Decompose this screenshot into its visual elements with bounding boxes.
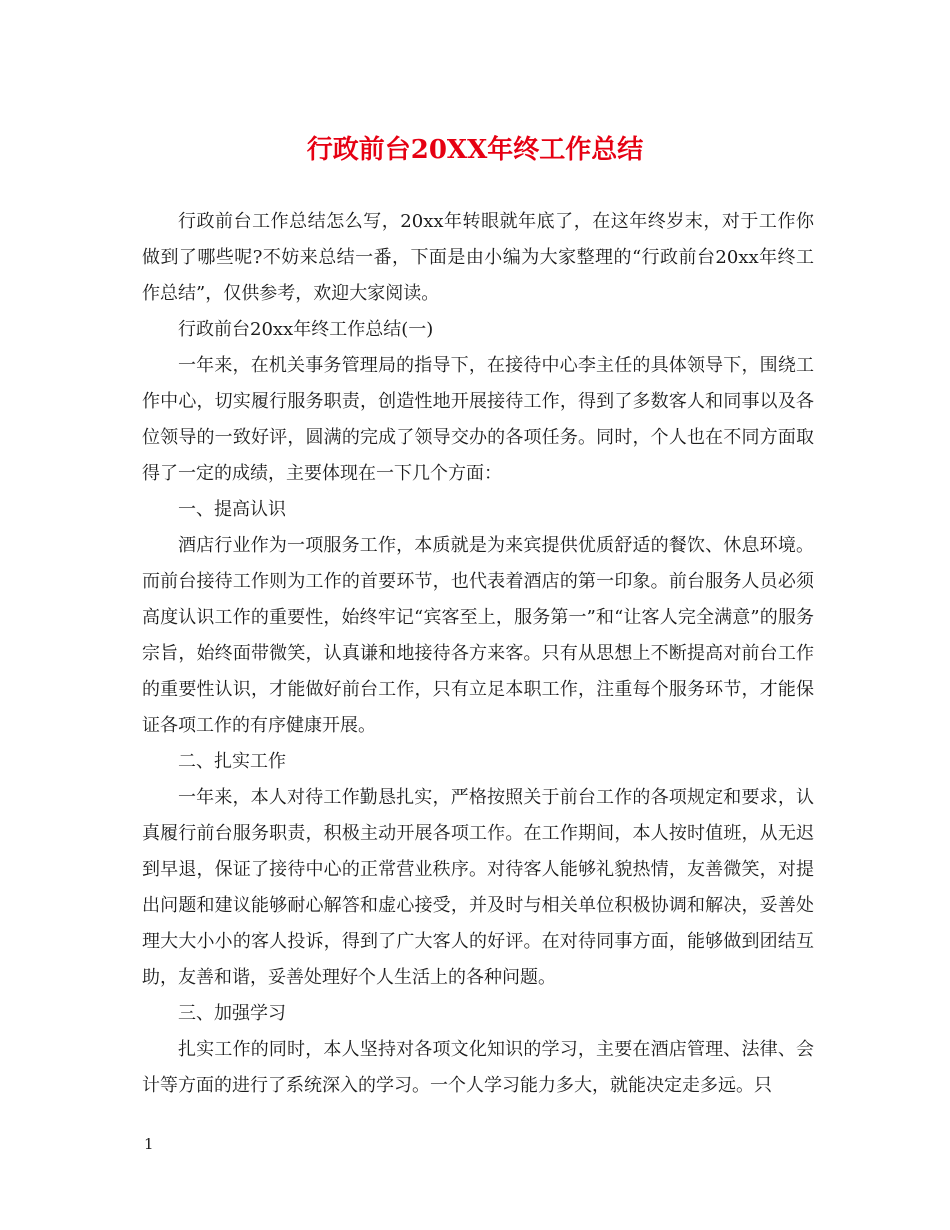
subtitle-paragraph: 行政前台20xx年终工作总结(一): [178, 319, 434, 340]
section-1-paragraph: 酒店行业作为一项服务工作，本质就是为来宾提供优质舒适的餐饮、休息环境。而前台接待工作则为工作的首要环节，也代表着酒店的第一印象。前台服务人员必须高度认识工作的重要性，始终牢记“宾客至上，服务第一”和“让客人完全满意”的服务宗旨，始终面带微笑，认真谦和地接待各方来客。只有从思想上不断提高对前台工作的重要性认识，才能做好前台工作，只有立足本职工作，注重每个服务环节，才能保证各项工作的有序健康开展。: [142, 535, 814, 736]
section-2-paragraph: 一年来，本人对待工作勤恳扎实，严格按照关于前台工作的各项规定和要求，认真履行前台服务职责，积极主动开展各项工作。在工作期间，本人按时值班，从无迟到早退，保证了接待中心的正常营业秩序。对待客人能够礼貌热情，友善微笑，对提出问题和建议能够耐心解答和虚心接受，并及时与相关单位积极协调和解决，妥善处理大大小小的客人投诉，得到了广大客人的好评。在对待同事方面，能够做到团结互助，友善和谐，妥善处理好个人生活上的各种问题。: [142, 787, 814, 988]
section-heading-3: 三、加强学习: [178, 1003, 286, 1024]
section-heading-2: 二、扎实工作: [178, 751, 286, 772]
intro-paragraph: 行政前台工作总结怎么写，20xx年转眼就年底了，在这年终岁末，对于工作你做到了哪些呢?不妨来总结一番，下面是由小编为大家整理的“行政前台20xx年终工作总结”，仅供参考，欢迎大家阅读。: [142, 211, 814, 304]
overview-paragraph: 一年来，在机关事务管理局的指导下，在接待中心李主任的具体领导下，围绕工作中心，切实履行服务职责，创造性地开展接待工作，得到了多数客人和同事以及各位领导的一致好评，圆满的完成了领导交办的各项任务。同时，个人也在不同方面取得了一定的成绩，主要体现在一下几个方面：: [142, 355, 814, 484]
section-heading-1: 一、提高认识: [178, 499, 286, 520]
document-body: [142, 200, 814, 1104]
page-number: 1: [144, 1135, 154, 1153]
document-title: 行政前台20XX年终工作总结: [306, 135, 644, 165]
section-3-paragraph: 扎实工作的同时，本人坚持对各项文化知识的学习，主要在酒店管理、法律、会计等方面的进行了系统深入的学习。一个人学习能力多大，就能决定走多远。只: [142, 1039, 814, 1096]
